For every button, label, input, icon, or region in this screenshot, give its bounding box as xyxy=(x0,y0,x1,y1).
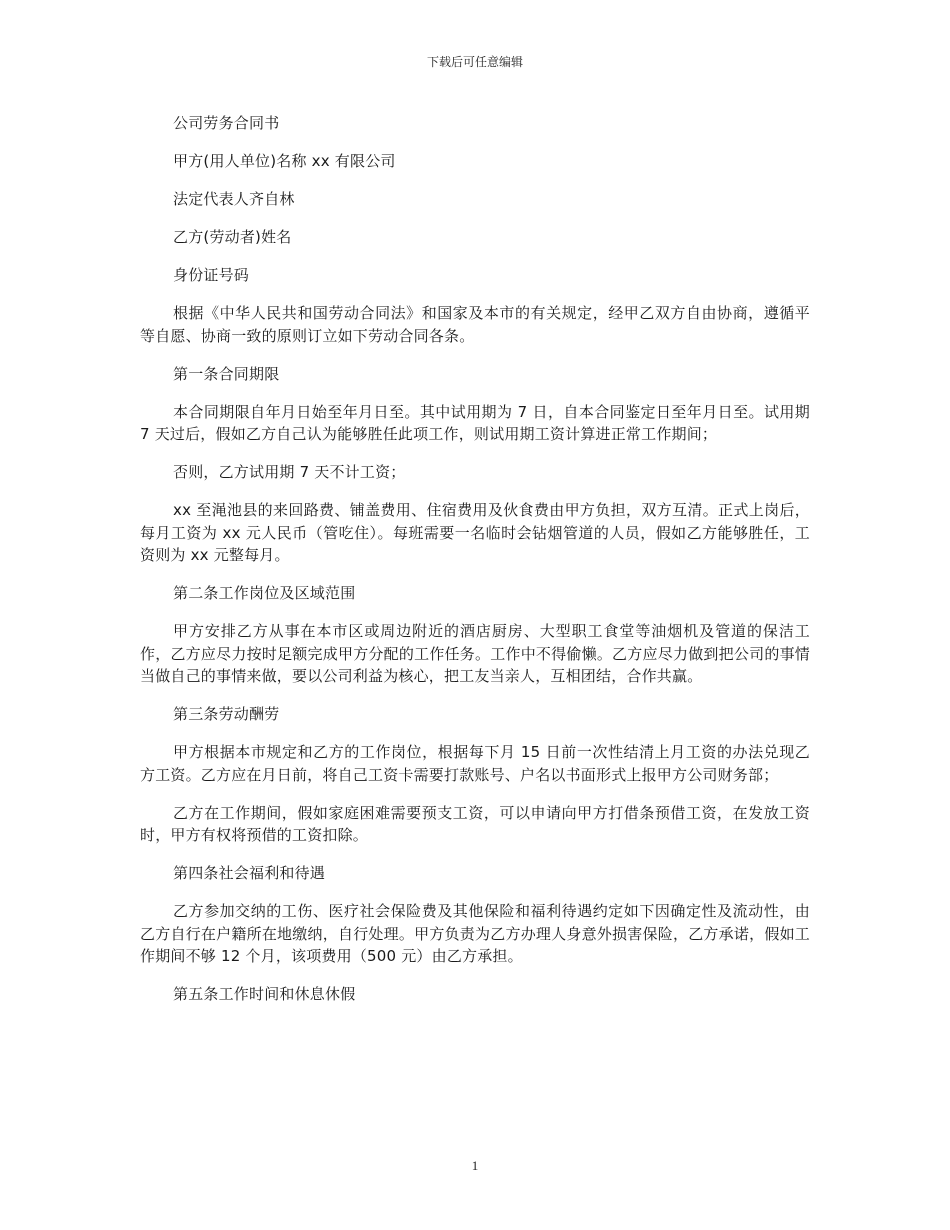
article-1-paragraph: xx 至渑池县的来回路费、铺盖费用、住宿费用及伙食费由甲方负担，双方互清。正式上岗后，每月工资为 xx 元人民币（管吃住）。每班需要一名临时会钻烟管道的人员，假如乙方能够胜任，工资则为 xx 元整每月。 xyxy=(140,501,810,564)
party-b-name: 乙方(劳动者)姓名 xyxy=(173,228,292,246)
preamble-paragraph: 根据《中华人民共和国劳动合同法》和国家及本市的有关规定，经甲乙双方自由协商，遵循平等自愿、协商一致的原则订立如下劳动合同各条。 xyxy=(140,304,810,345)
article-1-heading: 第一条合同期限 xyxy=(173,364,280,383)
document-body xyxy=(140,112,810,1021)
article-5-heading: 第五条工作时间和休息休假 xyxy=(173,985,356,1003)
document-title: 公司劳务合同书 xyxy=(173,114,280,132)
id-number: 身份证号码 xyxy=(173,266,250,284)
article-3-heading: 第三条劳动酬劳 xyxy=(173,705,280,723)
party-a-name: 甲方(用人单位)名称 xx 有限公司 xyxy=(173,152,396,170)
page-number: 1 xyxy=(471,1158,479,1173)
page-header-note: 下载后可任意编辑 xyxy=(426,55,523,69)
legal-representative: 法定代表人齐自林 xyxy=(173,190,295,208)
article-3-paragraph: 乙方在工作期间，假如家庭困难需要预支工资，可以申请向甲方打借条预借工资，在发放工资时，甲方有权将预借的工资扣除。 xyxy=(140,803,810,844)
article-2-paragraph: 甲方安排乙方从事在本市区或周边附近的酒店厨房、大型职工食堂等油烟机及管道的保洁工作，乙方应尽力按时足额完成甲方分配的工作任务。工作中不得偷懒。乙方应尽力做到把公司的事情当做自己的事情来做，要以公司利益为核心，把工友当亲人，互相团结，合作共赢。 xyxy=(140,622,810,685)
article-4-paragraph: 乙方参加交纳的工伤、医疗社会保险费及其他保险和福利待遇约定如下因确定性及流动性，由乙方自行在户籍所在地缴纳，自行处理。甲方负责为乙方办理人身意外损害保险，乙方承诺，假如工作期间不够 12 个月，该项费用（500 元）由乙方承担。 xyxy=(140,902,810,965)
article-2-heading: 第二条工作岗位及区域范围 xyxy=(173,584,356,602)
article-3-paragraph: 甲方根据本市规定和乙方的工作岗位，根据每下月 15 日前一次性结清上月工资的办法兑现乙方工资。乙方应在月日前，将自己工资卡需要打款账号、户名以书面形式上报甲方公司财务部； xyxy=(140,743,810,784)
article-1-paragraph: 否则，乙方试用期 7 天不计工资； xyxy=(173,463,406,481)
article-1-paragraph: 本合同期限自年月日始至年月日至。其中试用期为 7 日，自本合同鉴定日至年月日至。试用期 7 天过后，假如乙方自己认为能够胜任此项工作，则试用期工资计算进正常工作期间； xyxy=(140,402,810,443)
article-4-heading: 第四条社会福利和待遇 xyxy=(173,864,326,882)
